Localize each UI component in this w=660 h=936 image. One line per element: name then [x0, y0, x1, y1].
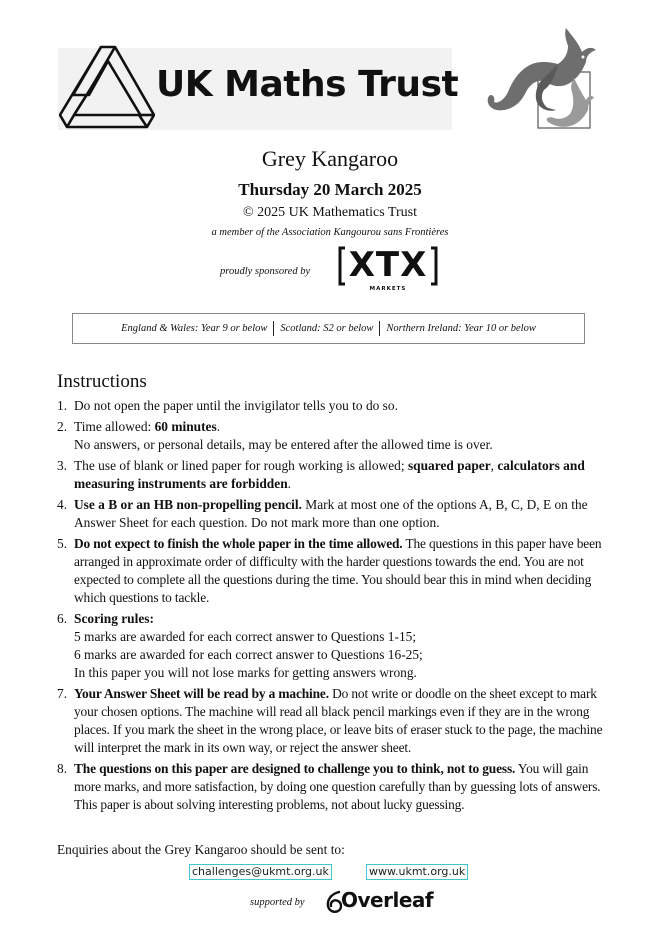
overleaf-logo-text: Overleaf [341, 888, 434, 912]
eligibility-northern-ireland: Northern Ireland: Year 10 or below [386, 323, 536, 334]
website-link[interactable]: www.ukmt.org.uk [366, 864, 468, 880]
instruction-item: 8. The questions on this paper are designed to challenge you to think, not to guess. You will gain more marks, and more satisfaction, by doing one question carefully than by guessing lots of answers. This paper is about solving interesting problems, not about lucky guessing. [57, 761, 601, 812]
eligibility-england: England & Wales: Year 9 or below [121, 323, 268, 334]
instruction-item: 6. Scoring rules: 5 marks are awarded for each correct answer to Questions 1-15; 6 marks are awarded for each correct answer to Questions 16-25; In this paper you will not lose marks for getting answers wrong. [57, 611, 423, 680]
impossible-triangle-icon [59, 44, 155, 134]
supported-by-label: supported by [250, 897, 305, 908]
instruction-item: 7. Your Answer Sheet will be read by a machine. Do not write or doodle on the sheet except to mark your chosen options. The machine will read all black pencil markings even if they are in the wrong places. If you mark the sheet in the wrong place, or leave bits of eraser stuck to the page, the machine will interpret the mark in its own way, or reject the answer sheet. [57, 686, 603, 755]
year-eligibility-box [72, 313, 585, 344]
ukmt-logo-text: UK Maths Trust [156, 64, 459, 105]
email-link[interactable]: challenges@ukmt.org.uk [189, 864, 332, 880]
instruction-item: 1. Do not open the paper until the invigilator tells you to do so. [57, 398, 398, 413]
instruction-item: 4. Use a B or an HB non-propelling pencil. Mark at most one of the options A, B, C, D, E on the Answer Sheet for each question. Do not mark more than one option. [57, 497, 588, 530]
divider [273, 321, 274, 336]
instruction-item: 2. Time allowed: 60 minutes. No answers, or personal details, may be entered after the allowed time is over. [57, 419, 493, 452]
divider [379, 321, 380, 336]
xtx-name: XTX [348, 245, 428, 285]
enquiries-text: Enquiries about the Grey Kangaroo should be sent to: [57, 842, 345, 857]
instruction-item: 5. Do not expect to finish the whole paper in the time allowed. The questions in this paper have been arranged in approximate order of difficulty with the harder questions towards the end. You are not expected to complete all the questions during the time. You should bear this in mind when deciding which questions to tackle. [57, 536, 602, 605]
sponsor-label: proudly sponsored by [220, 266, 311, 277]
member-note: a member of the Association Kangourou sans Frontières [211, 227, 449, 238]
xtx-sub: MARKETS [369, 286, 407, 292]
instructions-heading: Instructions [57, 371, 147, 392]
paper-date: Thursday 20 March 2025 [238, 180, 422, 199]
instruction-item: 3. The use of blank or lined paper for rough working is allowed; squared paper, calculators and measuring instruments are forbidden. [57, 458, 585, 491]
instructions-list [57, 397, 604, 817]
paper-title: Grey Kangaroo [261, 146, 399, 171]
eligibility-scotland: Scotland: S2 or below [280, 323, 374, 334]
copyright: © 2025 UK Mathematics Trust [243, 205, 417, 220]
kangaroo-icon [482, 26, 600, 134]
xtx-logo [338, 244, 438, 294]
